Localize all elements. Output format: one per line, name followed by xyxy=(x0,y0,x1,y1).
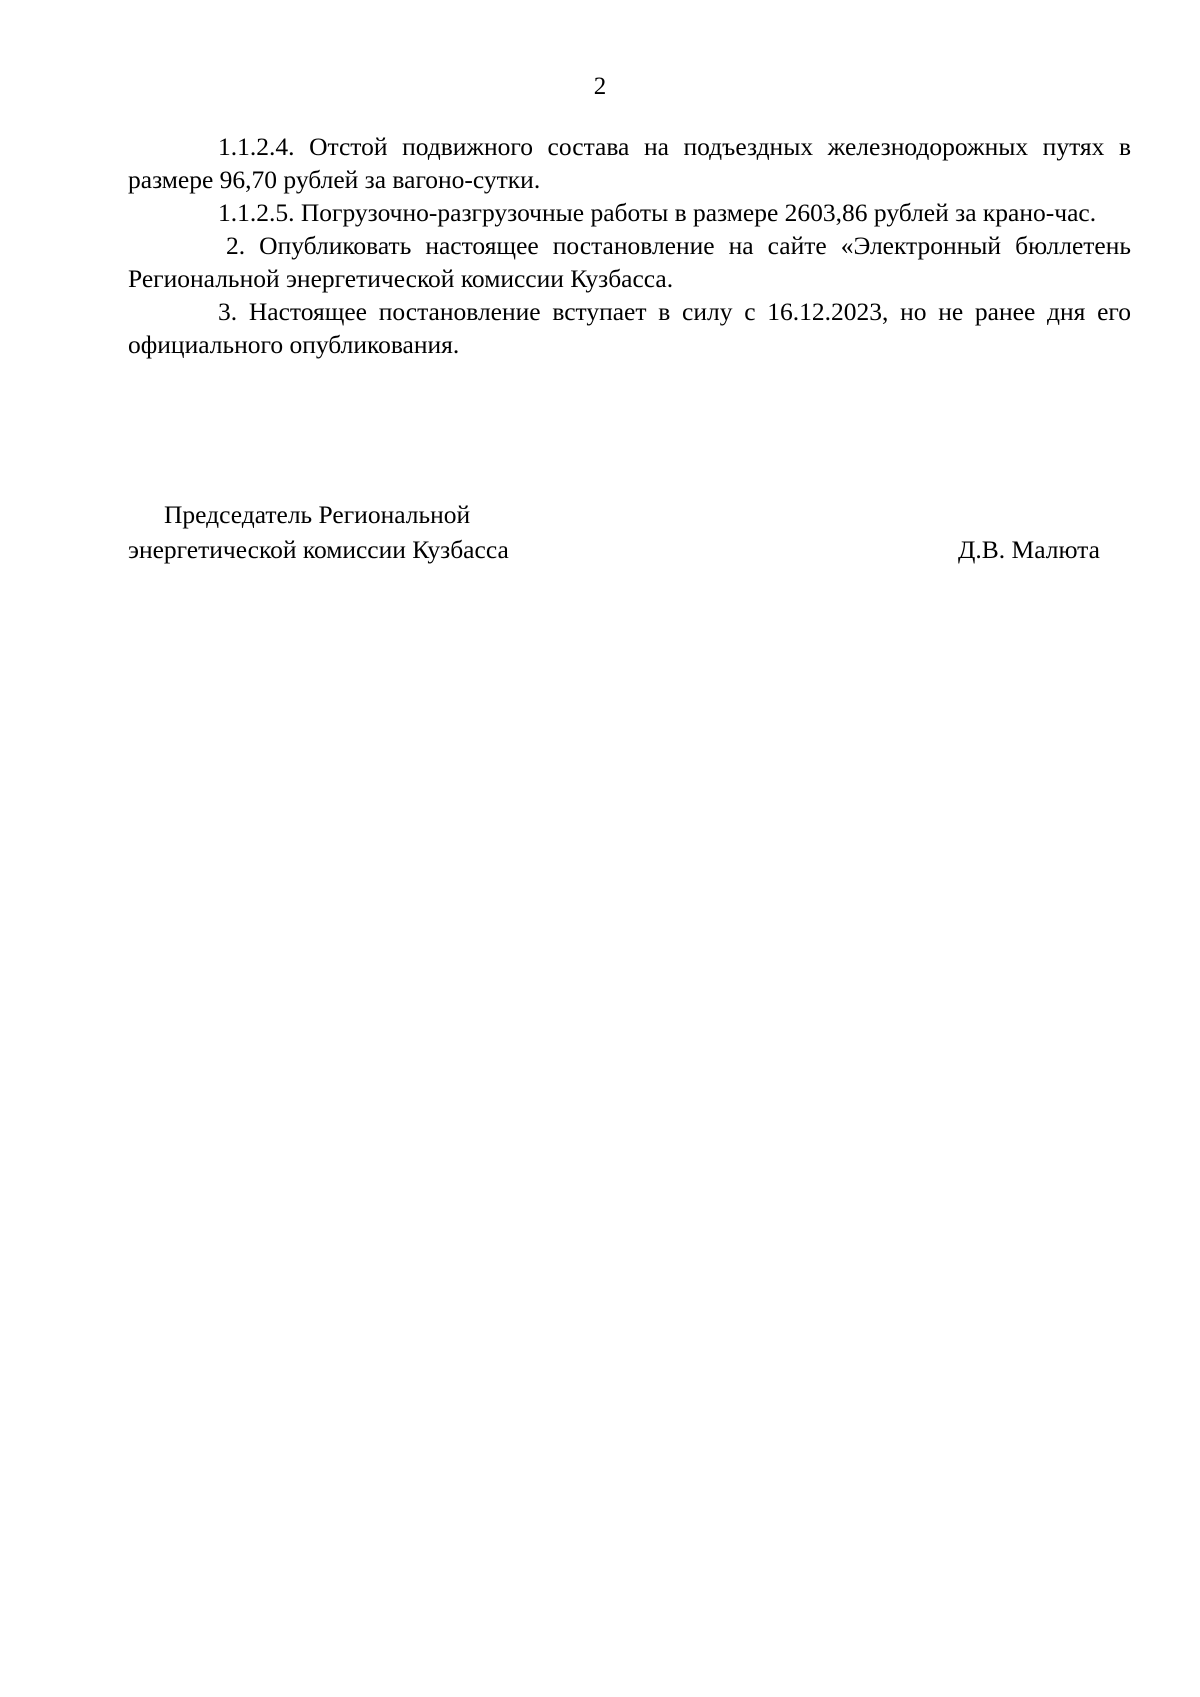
signatory-title xyxy=(128,497,509,567)
document-body xyxy=(128,130,1131,361)
page-number: 2 xyxy=(593,73,607,100)
paragraph-1-1-2-5: 1.1.2.5. Погрузочно-разгрузочные работы в размере 2603,86 рублей за крано-час. xyxy=(218,198,1097,227)
signatory-title-line-1: Председатель Региональной xyxy=(164,500,471,529)
paragraph-3-effective-date: 3. Настоящее постановление вступает в силу с 16.12.2023, но не ранее дня его официального опубликования. xyxy=(128,297,1131,359)
paragraph-1-1-2-4: 1.1.2.4. Отстой подвижного состава на подъездных железнодорожных путях в размере 96,70 рублей за вагоно-сутки. xyxy=(128,132,1131,194)
signatory-title-line-2: энергетической комиссии Кузбасса xyxy=(128,535,509,564)
signatory-name: Д.В. Малюта xyxy=(958,535,1100,564)
paragraph-2-publish: 2. Опубликовать настоящее постановление на сайте «Электронный бюллетень Региональной энергетической комиссии Кузбасса. xyxy=(128,231,1131,293)
